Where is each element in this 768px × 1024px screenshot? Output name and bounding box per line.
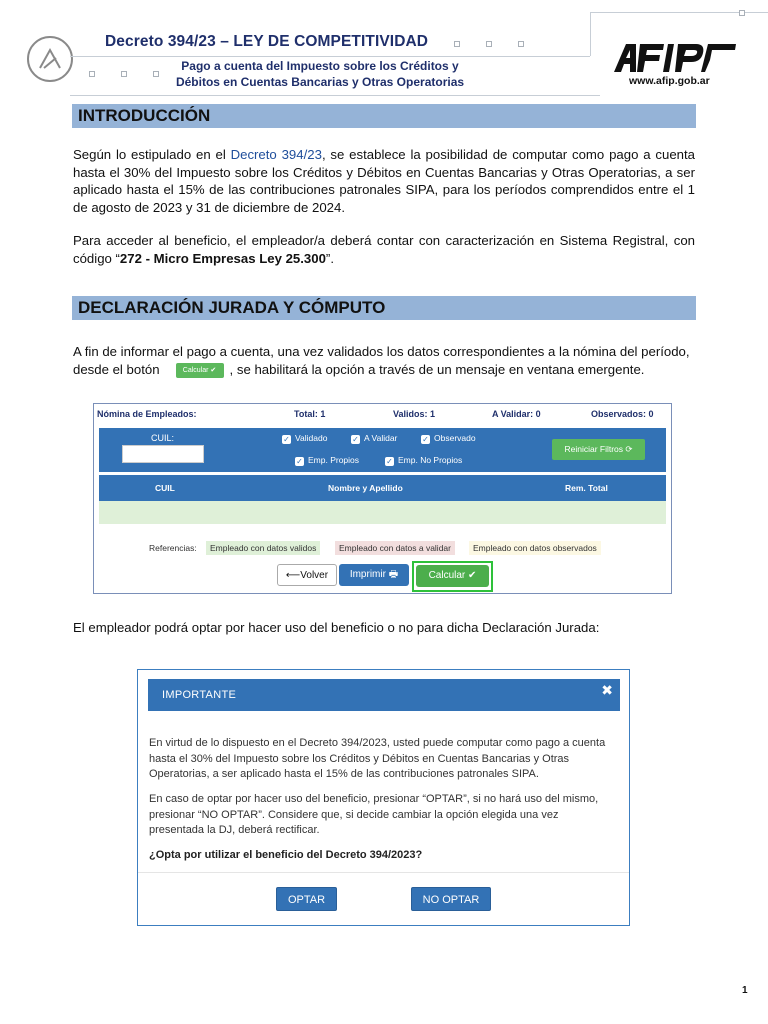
header-square-icon [454,41,460,47]
no-optar-button[interactable]: NO OPTAR [411,887,491,911]
reset-filters-button[interactable]: Reiniciar Filtros ⟳ [552,439,645,460]
modal-divider [138,872,629,873]
afip-url: www.afip.gob.ar [629,75,710,87]
header-square-icon [121,71,127,77]
calcular-button[interactable]: Calcular ✔ [416,565,489,587]
nomina-screenshot [93,403,672,594]
decree-link[interactable]: Decreto 394/23 [230,147,322,162]
modal-paragraph-1: En virtud de lo dispuesto en el Decreto 394/2023, usted puede computar como pago a cuenta hasta el 30% del Impuesto sobre los Créditos y Débitos en Cuentas Bancarias y Otras Operatorias, a ser aplicado hasta el 15% de las contribuciones patronales SIPA. [149,737,606,780]
imprimir-button[interactable]: Imprimir 🖶 [339,564,409,586]
column-header-rem-total: Rem. Total [565,483,608,493]
filter-validado-checkbox[interactable]: ✓ Validado [283,433,328,444]
page-number: 1 [742,985,748,996]
header-rule [70,56,590,57]
document-subtitle: Pago a cuenta del Impuesto sobre los Créditos y Débitos en Cuentas Bancarias y Otras Operatorias [175,59,465,89]
afip-logo-icon [612,42,738,74]
header-square-icon [89,71,95,77]
optar-button[interactable]: OPTAR [276,887,337,911]
section-heading-ddjj: DECLARACIÓN JURADA Y CÓMPUTO [78,298,386,317]
reference-pending-badge: Empleado con datos a validar [335,541,455,555]
check-icon: ✓ [422,435,429,444]
section-heading-bar [72,296,696,320]
ministry-logo-icon [27,36,73,82]
document-header [0,0,768,100]
filter-emp-propios-checkbox[interactable]: ✓ Emp. Propios [296,455,360,466]
close-icon[interactable]: ✖ [601,682,613,698]
nomina-observados: Observados: 0 [591,409,654,419]
cuil-filter-label: CUIL: [151,433,175,443]
modal-question: ¿Opta por utilizar el beneficio del Decreto 394/2023? [149,849,423,861]
importante-modal-screenshot [137,669,630,926]
modal-title: IMPORTANTE [162,689,237,701]
filter-emp-no-propios-checkbox[interactable]: ✓ Emp. No Propios [386,455,463,466]
modal-paragraph-2: En caso de optar por hacer uso del beneficio, presionar “OPTAR”, si no hará uso del mismo, presionar “NO OPTAR”. Considere que, si decide cambiar la opción elegida una vez presentada la DJ, deberá rectificar. [149,793,599,836]
filter-observado-checkbox[interactable]: ✓ Observado [422,433,476,444]
reference-observed-badge: Empleado con datos observados [469,541,601,555]
volver-button[interactable]: ⟵Volver [277,564,337,586]
column-header-cuil: CUIL [155,483,175,493]
nomina-total: Total: 1 [294,409,326,419]
references-label: Referencias: [149,543,197,553]
section-heading-intro: INTRODUCCIÓN [78,106,211,125]
filter-a-validar-checkbox[interactable]: ✓ A Validar [352,433,398,444]
check-icon: ✓ [352,435,359,444]
check-icon: ✓ [386,457,393,466]
nomina-validos: Validos: 1 [393,409,436,419]
ddjj-paragraph-2: El empleador podrá optar por hacer uso del beneficio o no para dicha Declaración Jurada: [73,620,600,635]
nomina-a-validar: A Validar: 0 [492,409,541,419]
document-title: Decreto 394/23 – LEY DE COMPETITIVIDAD [105,33,429,50]
nomina-summary [94,404,671,424]
header-square-icon [486,41,492,47]
header-square-icon [739,10,745,16]
modal-header [148,679,620,711]
section-heading-bar [72,104,696,128]
nomina-label: Nómina de Empleados: [97,409,197,419]
inline-calcular-button: Calcular ✔ [176,363,224,378]
check-icon: ✓ [296,457,303,466]
filter-panel [99,428,666,472]
nomina-table-header [99,475,666,501]
intro-paragraph-2: Para acceder al beneficio, el empleador/a deberá contar con caracterización en Sistema Registral, con código “272 - Micro Empresas Ley 25.300”. [73,233,695,266]
table-row[interactable] [99,501,666,524]
header-square-icon [518,41,524,47]
column-header-nombre: Nombre y Apellido [328,483,403,493]
intro-paragraph-1: Según lo estipulado en el Decreto 394/23, se establece la posibilidad de computar como pago a cuenta hasta el 30% del Impuesto sobre los Créditos y Débitos en Cuentas Bancarias y Otras Operatorias, a ser aplicado hasta el 15% de las contribuciones patronales SIPA, para los períodos comprendidos entre el 1 de agosto de 2023 y 31 de diciembre de 2024. [73,147,695,215]
reference-valid-badge: Empleado con datos validos [206,541,320,555]
header-rule [590,12,591,56]
ddjj-paragraph-1: A fin de informar el pago a cuenta, una vez validados los datos correspondientes a la nómina del período, desde el botón Calcular ✔ , se habilitará la opción a través de un mensaje en ventana emergente. [73,344,690,377]
header-rule [70,95,600,96]
header-square-icon [153,71,159,77]
check-icon: ✓ [283,435,290,444]
cuil-filter-input[interactable] [122,445,204,463]
